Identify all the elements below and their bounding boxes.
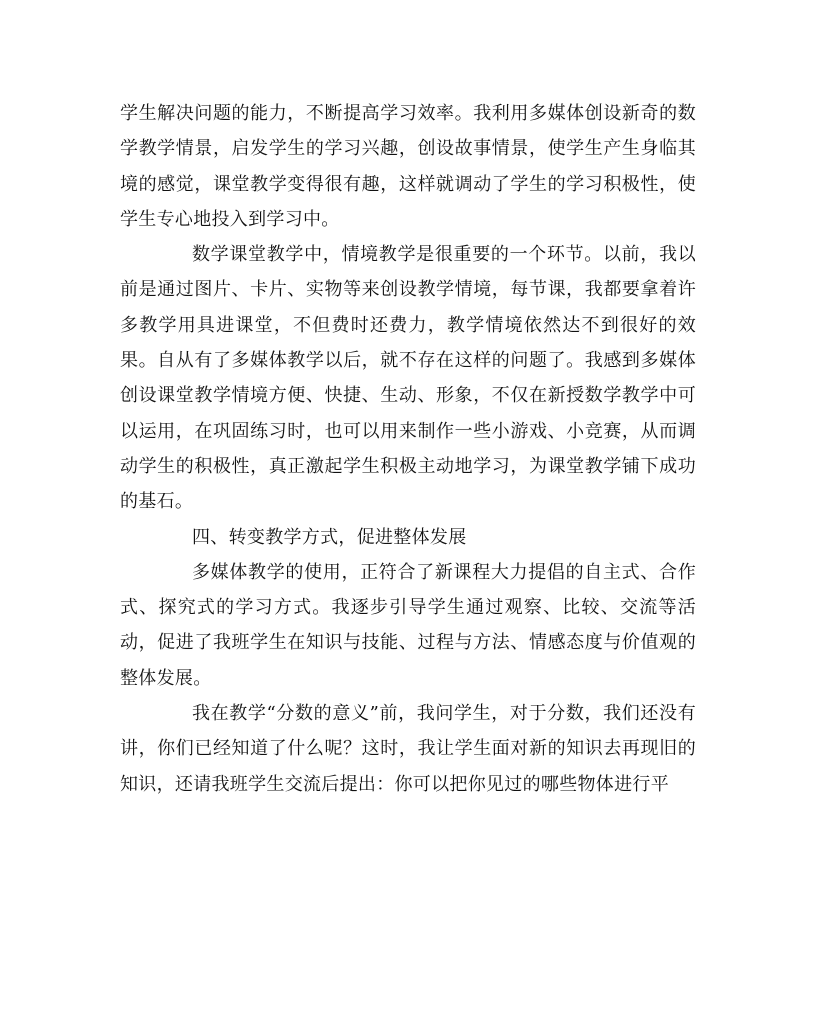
paragraph-1: 学生解决问题的能力，不断提高学习效率。我利用多媒体创设新奇的数学教学情景，启发学生的学习兴趣，创设故事情景，使学生产生身临其境的感觉，课堂教学变得很有趣，这样就调动了学生的学习积极性，使学生专心地投入到学习中。 bbox=[120, 103, 696, 230]
paragraph-3: 多媒体教学的使用，正符合了新课程大力提倡的自主式、合作式、探究式的学习方式。我逐步引导学生通过观察、比较、交流等活动，促进了我班学生在知识与技能、过程与方法、情感态度与价值观的整体发展。 bbox=[120, 561, 696, 689]
document-body bbox=[120, 96, 696, 802]
paragraph-4: 我在教学“分数的意义”前，我问学生，对于分数，我们还没有讲，你们已经知道了什么呢？这时，我让学生面对新的知识去再现旧的知识，还请我班学生交流后提出：你可以把你见过的哪些物体进行平 bbox=[120, 703, 696, 795]
paragraph-2: 数学课堂教学中，情境教学是很重要的一个环节。以前，我以前是通过图片、卡片、实物等来创设教学情境，每节课，我都要拿着许多教学用具进课堂，不但费时还费力，教学情境依然达不到很好的效果。自从有了多媒体教学以后，就不存在这样的问题了。我感到多媒体创设课堂教学情境方便、快捷、生动、形象，不仅在新授数学教学中可以运用，在巩固练习时，也可以用来制作一些小游戏、小竞赛，从而调动学生的积极性，真正激起学生积极主动地学习，为课堂教学铺下成功的基石。 bbox=[120, 244, 696, 513]
section-heading: 四、转变教学方式，促进整体发展 bbox=[192, 526, 467, 548]
